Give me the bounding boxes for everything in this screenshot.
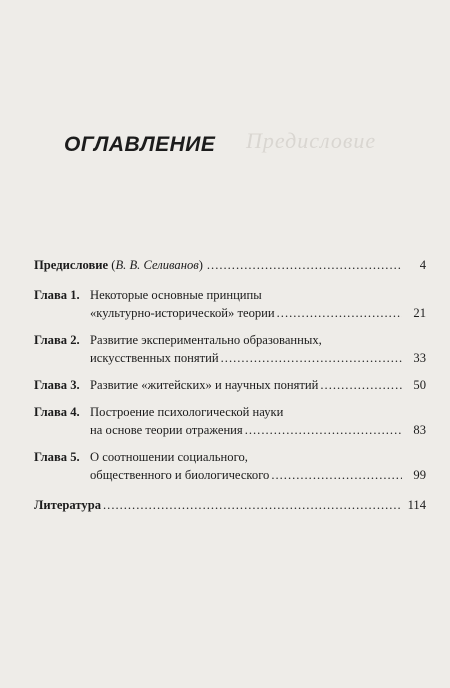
toc-entry-chapter-5: [34, 448, 426, 484]
chapter-title-line: «культурно-исторической» теории: [90, 306, 275, 320]
chapter-label: Глава 1.: [34, 288, 80, 302]
chapter-title-line: Развитие «житейских» и научных понятий: [90, 378, 319, 392]
dot-leader: [277, 304, 402, 322]
page-title: ОГЛАВЛЕНИЕ: [64, 133, 216, 156]
chapter-page: 33: [413, 351, 426, 365]
chapter-label: Глава 4.: [34, 405, 80, 419]
chapter-label: Глава 2.: [34, 333, 80, 347]
dot-leader: [103, 496, 402, 514]
toc-entry-chapter-3: [34, 376, 426, 394]
preface-label: Предисловие: [34, 258, 109, 272]
preface-page: 4: [419, 258, 426, 272]
toc-entry-literature: [34, 496, 426, 514]
literature-page: 114: [407, 498, 426, 512]
chapter-title-line: Развитие экспериментально образованных,: [90, 333, 322, 347]
dot-leader: [271, 466, 402, 484]
dot-leader: [207, 256, 402, 274]
chapter-page: 50: [413, 378, 426, 392]
chapter-title-line: на основе теории отражения: [90, 423, 243, 437]
chapter-title-line: искусственных понятий: [90, 351, 219, 365]
dot-leader: [221, 349, 402, 367]
chapter-title-line: Некоторые основные принципы: [90, 288, 262, 302]
toc-entry-chapter-4: [34, 403, 426, 439]
chapter-title-line: Построение психологической науки: [90, 405, 284, 419]
dot-leader: [320, 376, 402, 394]
toc-entry-preface: Предисловие (В. В. Селиванов) ..... 4: [34, 256, 426, 274]
preface-credit: В. В. Селиванов: [115, 258, 199, 272]
chapter-label: Глава 3.: [34, 378, 80, 392]
chapter-page: 83: [413, 423, 426, 437]
toc-entry-chapter-2: [34, 331, 426, 367]
chapter-label: Глава 5.: [34, 450, 80, 464]
chapter-title-line: О соотношении социального,: [90, 450, 248, 464]
toc-entry-chapter-1: [34, 286, 426, 322]
dot-leader: [245, 421, 402, 439]
bleed-through-text: Предисловие: [246, 128, 377, 153]
chapter-page: 21: [413, 306, 426, 320]
literature-label: Литература: [34, 498, 102, 512]
table-of-contents: [34, 256, 426, 514]
chapter-page: 99: [413, 468, 426, 482]
chapter-title-line: общественного и биологического: [90, 468, 270, 482]
